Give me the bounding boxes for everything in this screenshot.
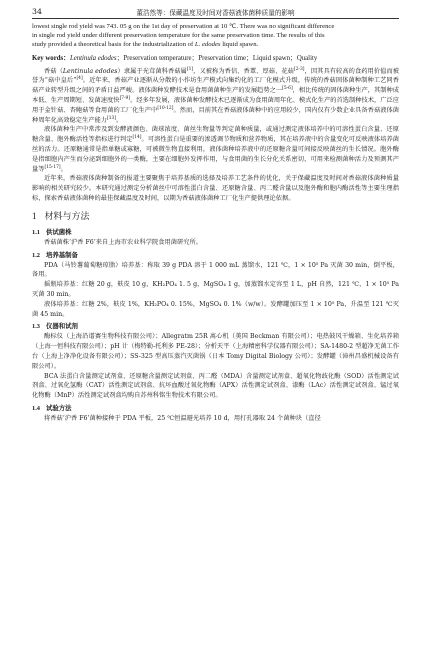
running-header bbox=[32, 0, 399, 19]
reagents-text: BCA 法蛋白含量测定试剂盒、还原糖含量测定试剂盒、丙二醛（MDA）含量测定试剂盒、超氧化物歧化酶（SOD）活性测定试剂盒、过氧化氢酶（CAT）活性测定试剂盒、抗坏血酸过氧化物酶（APX）活性测定试剂盒、漆酶（LAc）活性测定试剂盒、锰过氧化物酶（MnP）活性测定试剂盒均购自苏州科铭生物技术有限公司。 bbox=[32, 372, 399, 400]
strain-text: 香菇菌株‘沪香 F6’来自上海市农业科学院食用菌研究所。 bbox=[44, 238, 203, 246]
section-heading-1: 1 材料与方法 bbox=[32, 210, 90, 222]
abstract-en-line1: lowest single rod yield was 743. 05 g on the 1st day of preservation at 10 ℃. There was no significant difference bbox=[32, 23, 335, 30]
intro-paragraph-2: 液体菌种生产中常涉及到发酵液颜色、菌球浓度、菌丝生物量等判定菌种质量，或通过测定液体培养中的可溶性蛋白含量、还原糖含量、胞外酶活性等指标进行判定[14]。可溶性蛋白是重要的渗透调节物质和营养物质，其在培养液中的含量变化可反映液体培养菌丝的活力。还原糖通常是指单糖或寡糖，可被微生物直接利用，液体菌种培养液中的还原糖含量可间接反映菌丝的生长情况。胞外酶是指细胞内产生而分泌到细胞外的一类酶，主要在细胞外发挥作用，与食用菌的生长分化关系密切，可用来检测菌种活力及预测其产量等[15-17]。 bbox=[32, 126, 400, 173]
instruments-text: 酶标仪（上海沿谱赛生物科技有限公司）；Allegratm 25R 离心机（美国 Beckman 有限公司）；电热鼓风干燥箱、生化培养箱（上海一恒科技有限公司）；pH 计（梅特勒-托利多 PE-28）；分析天平（上海精密科学仪器有限公司）；SA-1480-2 型超净无菌工作台（上海上净净化设备有限公司）；SS-325 型高压蒸汽灭菌锅（日本 Tomy Digital Biology 公司）；发酵罐（漳州昌盛机械设备有限公司）。 bbox=[32, 333, 399, 370]
abstract-en-line2: in single rod yield under different preservation temperature for the same preservation time. The results of this bbox=[32, 32, 325, 40]
citation: [2-3] bbox=[293, 66, 305, 72]
method-text: 将香菇‘沪香 F6’菌种接种于 PDA 平板，25 ℃恒温避光培养 10 d，用打孔器取 24 个菌种块（直径 bbox=[44, 414, 321, 422]
subsection-heading-1-3: 1.3 仪器和试剂 bbox=[32, 322, 78, 331]
citation: [1] bbox=[186, 66, 194, 72]
abstract-en-line3: study provided a theoretical basis for the industrialization of L. edodes liquid spawn. bbox=[32, 41, 259, 49]
citation: [14] bbox=[132, 135, 142, 141]
subsection-heading-1-1: 1.1 供试菌株 bbox=[32, 227, 72, 236]
subsection-heading-1-2: 1.2 培养基制备 bbox=[32, 250, 78, 259]
citation: [5-6] bbox=[282, 86, 293, 92]
keywords-label: Key words： bbox=[32, 54, 70, 62]
keywords: Key words：Lentinula edodes；Preservation temperature；Preservation time；Liquid spawn；Quality bbox=[32, 54, 318, 62]
introduction bbox=[32, 67, 399, 204]
pda-medium-text: PDA（马铃薯葡萄糖琼脂）培养基：称取 39 g PDA 溶于 1 000 mL 蒸馏水，121 ℃，1 × 10⁵ Pa 灭菌 30 min，倒平板，备用。 bbox=[32, 261, 399, 279]
shake-flask-medium-text: 摇瓶培养基：红糖 20 g，麸皮 10 g，KH₂PO₄ 1. 5 g，MgSO₄ 1 g，加蒸馏水定容至 1 L，pH 自然，121 ℃，1 × 10⁵ Pa 灭菌 30 min。 bbox=[32, 281, 399, 298]
liquid-medium-text: 液体培养基：红糖 2%，麸皮 1%，KH₂PO₄ 0. 15%，MgSO₄ 0. 1%（w/w）。发酵罐加压至 1 × 10⁵ Pa，升温至 121 ℃灭菌 45 min。 bbox=[32, 300, 399, 318]
subsection-heading-1-4: 1.4 试验方法 bbox=[32, 403, 72, 412]
citation: [4] bbox=[76, 76, 83, 82]
page-body bbox=[32, 22, 399, 424]
running-title: 董浩然等：保藏温度及时间对香菇液体菌种质量的影响 bbox=[136, 9, 295, 17]
intro-paragraph-1: 香菇（Lentinula edodes）隶属于光茸菌科香菇属[1]，又被称为香信、香蕈、厚菇、花菇[2-3]，因其具有较高的食药用价值而被誉为“菇中皇后”[4]。近年来，香菇产业逐渐从分散的小作坊生产模式向集约化的工厂化模式升级，传统的香菇固体菌种制种工艺同香菇产业转型升级之间的矛盾日益严峻。液体菌种发酵技术是食用菌菌种生产的发展趋势之一[5-6]，相比传统的固体菌种生产，其制种成本低、生产周期短、发菌速度快[7-9]。经多年发展，液体菌种发酵技术已逐渐成为食用菌周年化、模式化生产的首选制种技术，广泛应用于金针菇、杏鲍菇等食用菌的工厂化生产中[10-12]。然而，目前其在香菇液体菌种中的应用较少，国内仅有少数企业具备香菇液体菌种周年化高效稳定生产能力[13]。 bbox=[32, 66, 400, 124]
page-number: 34 bbox=[32, 7, 42, 16]
intro-paragraph-3: 近年来，香菇液体菌种制备的报道主要聚焦于培养基质的选择及培养工艺条件的优化，关于保藏温度及时间对香菇液体菌种质量影响的相关研究较少。本研究通过测定分析菌丝中可溶性蛋白含量、还原糖含量、丙二醛含量以及胞外酶和胞内酶活性等主要生理指标，探索香菇液体菌种的最佳保藏温度及时间，以期为香菇液体菌种工厂化生产提供理论依据。 bbox=[32, 175, 399, 202]
citation: [7-9] bbox=[119, 95, 131, 101]
citation: [15-17] bbox=[44, 164, 61, 170]
citation: [10-12] bbox=[157, 105, 174, 111]
citation: [13] bbox=[107, 115, 117, 121]
